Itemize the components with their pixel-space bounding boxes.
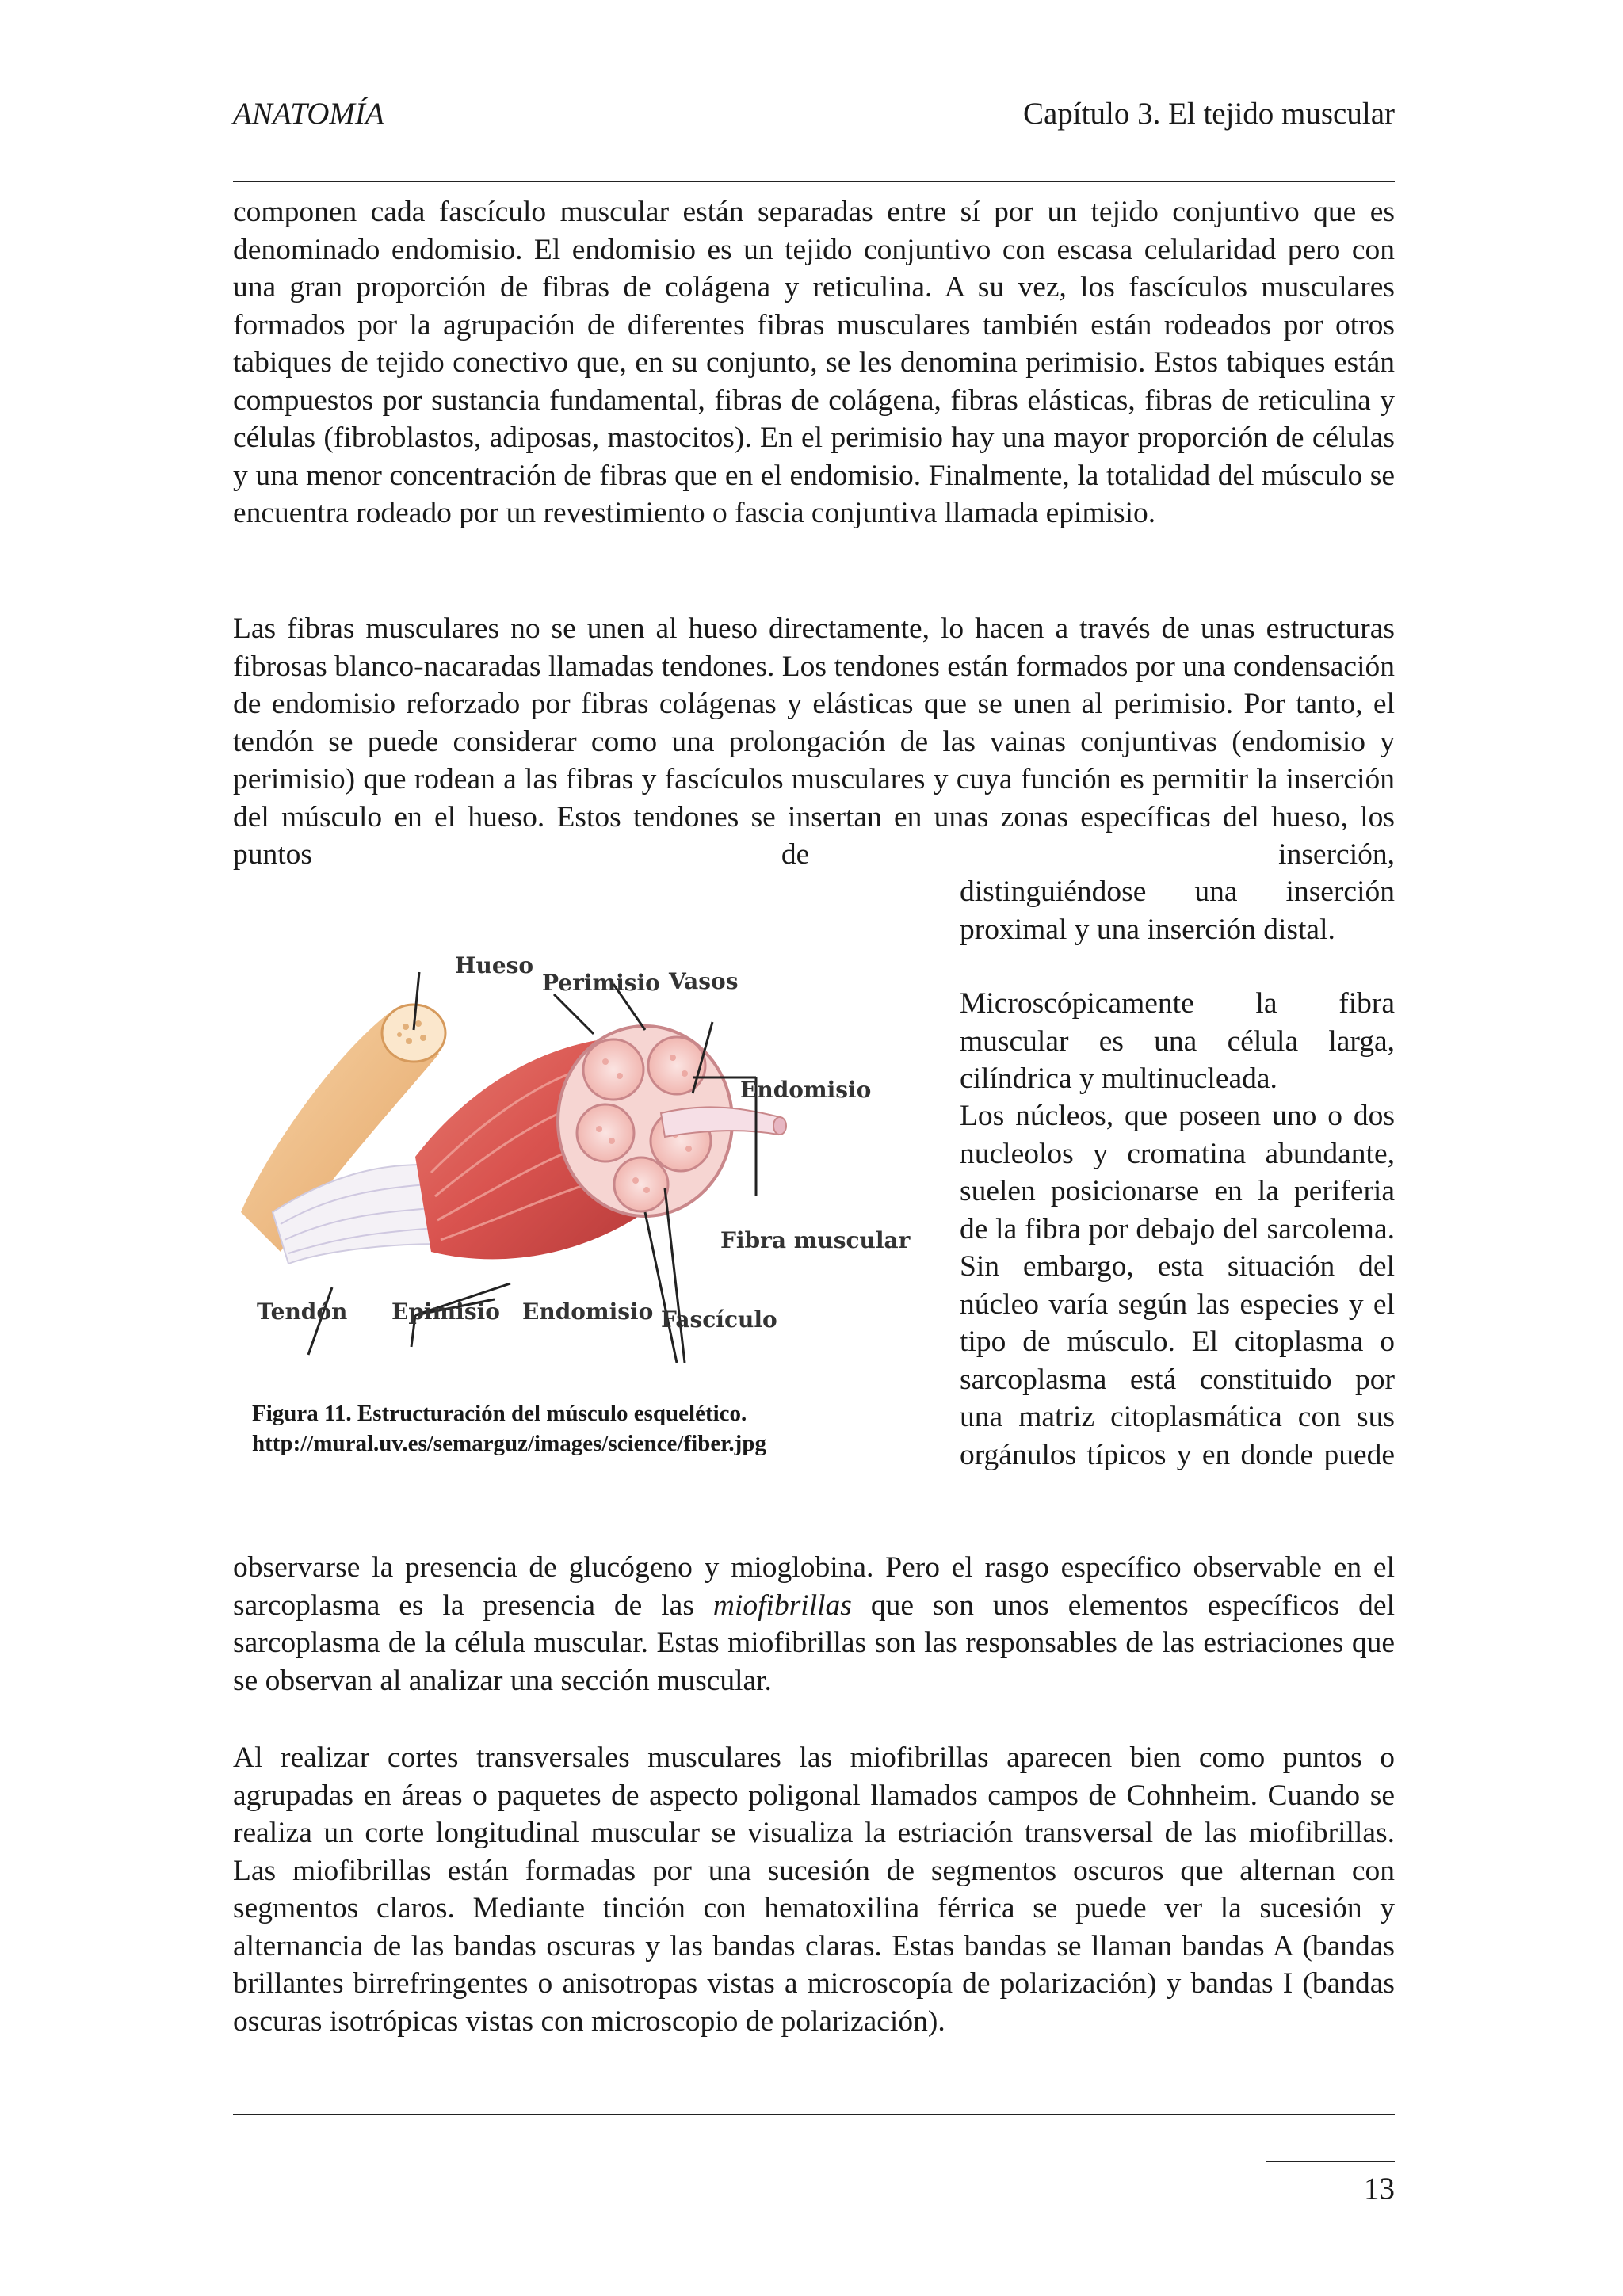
- header-left-title: ANATOMÍA: [233, 97, 384, 131]
- label-endomisio-top: Endomisio: [740, 1077, 872, 1103]
- paragraph-2-column: distinguiéndose una inserción proximal y una inserción distal.: [960, 875, 1395, 946]
- paragraph-4-continued: [233, 1549, 1395, 1699]
- paragraph-3-column: Microscópicamente la fibra muscular es una célula larga, cilíndrica y multinucleada.: [960, 987, 1395, 1095]
- label-epimisio: Epimisio: [391, 1299, 500, 1325]
- figure-caption-title: Figura 11. Estructuración del músculo esquelético.: [252, 1401, 747, 1426]
- label-tendon: Tendón: [257, 1299, 348, 1325]
- label-vasos: Vasos: [669, 968, 739, 994]
- paragraph-4-text-b: que son unos elementos específicos del sarcoplasma de la célula muscular. Estas miofibrillas son las responsables de las estriaciones que se observan al analizar una sección muscular.: [233, 1589, 1395, 1697]
- label-endomisio-bottom: Endomisio: [522, 1299, 654, 1325]
- page-number-rule: [1266, 2161, 1395, 2162]
- miofibrillas-emphasis: miofibrillas: [712, 1589, 852, 1622]
- footer-rule: [233, 2114, 1395, 2115]
- label-hueso: Hueso: [455, 952, 534, 978]
- label-fasciculo: Fascículo: [661, 1306, 777, 1333]
- muscle-structure-figure: [233, 951, 918, 1458]
- page-number: 13: [1364, 2172, 1395, 2206]
- label-fibra-muscular: Fibra muscular: [720, 1227, 911, 1253]
- paragraph-1: componen cada fascículo muscular están separadas entre sí por un tejido conjuntivo que es denominado endomisio. El endomisio es un tejido conjuntivo con escasa celularidad pero con una gran proporción de fibras de colágena y reticulina. A su vez, los fascículos musculares formados por la agrupación de diferentes fibras musculares también están rodeados por otros tabiques de tejido conectivo que, en su conjunto, se les denomina perimisio. Estos tabiques están compuestos por sustancia fundamental, fibras de colágena, fibras elásticas, fibras de reticulina y células (fibroblastos, adiposas, mastocitos). En el perimisio hay una mayor proporción de células y una menor concentración de fibras que en el endomisio. Finalmente, la totalidad del músculo se encuentra rodeado por un revestimiento o fascia conjuntiva llamada epimisio.: [233, 196, 1395, 529]
- paragraph-5: Al realizar cortes transversales musculares las miofibrillas aparecen bien como puntos o agrupadas en áreas o paquetes de aspecto poligonal llamados campos de Cohnheim. Cuando se realiza un corte longitudinal muscular se visualiza la estriación transversal de las miofibrillas. Las miofibrillas están formadas por una sucesión de segmentos oscuros que alternan con segmentos claros. Mediante tinción con hematoxilina férrica se puede ver la sucesión y alternancia de las bandas oscuras y las bandas claras. Estas bandas se llaman bandas A (bandas brillantes birrefringentes o anisotropas vistas a microscopía de polarización) y bandas I (bandas oscuras isotrópicas vistas con microscopio de polarización).: [233, 1741, 1395, 2038]
- header-rule: [233, 181, 1395, 182]
- figure-caption-url: http://mural.uv.es/semarguz/images/science/fiber.jpg: [252, 1431, 766, 1456]
- bone-end: [382, 1005, 445, 1062]
- paragraph-4-text-a: observarse la presencia de glucógeno y mioglobina. Pero el rasgo específico observable en el sarcoplasma es la presencia de las: [233, 1551, 1395, 1622]
- paragraph-2: [233, 610, 1395, 874]
- paragraph-4-column: Los núcleos, que poseen uno o dos nucleolos y cromatina abundante, suelen posicionarse en la periferia de la fibra por debajo del sarcolema. Sin embargo, esta situación del núcleo varía según las especies y el tipo de músculo. El citoplasma o sarcoplasma está constituido por una matriz citoplasmática con sus orgánulos típicos y en donde puede: [960, 1100, 1395, 1471]
- header-chapter-title: Capítulo 3. El tejido muscular: [1022, 97, 1395, 131]
- label-perimisio: Perimisio: [542, 970, 660, 996]
- muscle-illustration: [233, 951, 918, 1394]
- figure-caption: [252, 1398, 918, 1459]
- paragraph-2-text: Las fibras musculares no se unen al hueso directamente, lo hacen a través de unas estructuras fibrosas blanco-nacaradas llamadas tendones. Los tendones están formados por una condensación de endomisio reforzado por fibras colágenas y elásticas que se unen al perimisio. Por tanto, el tendón se puede considerar como una prolongación de las vainas conjuntivas (endomisio y perimisio) que rodean a las fibras y fascículos musculares y cuya función es permitir la inserción del músculo en el hueso. Estos tendones se insertan en unas zonas específicas del hueso, los puntos de inserción,: [233, 612, 1395, 871]
